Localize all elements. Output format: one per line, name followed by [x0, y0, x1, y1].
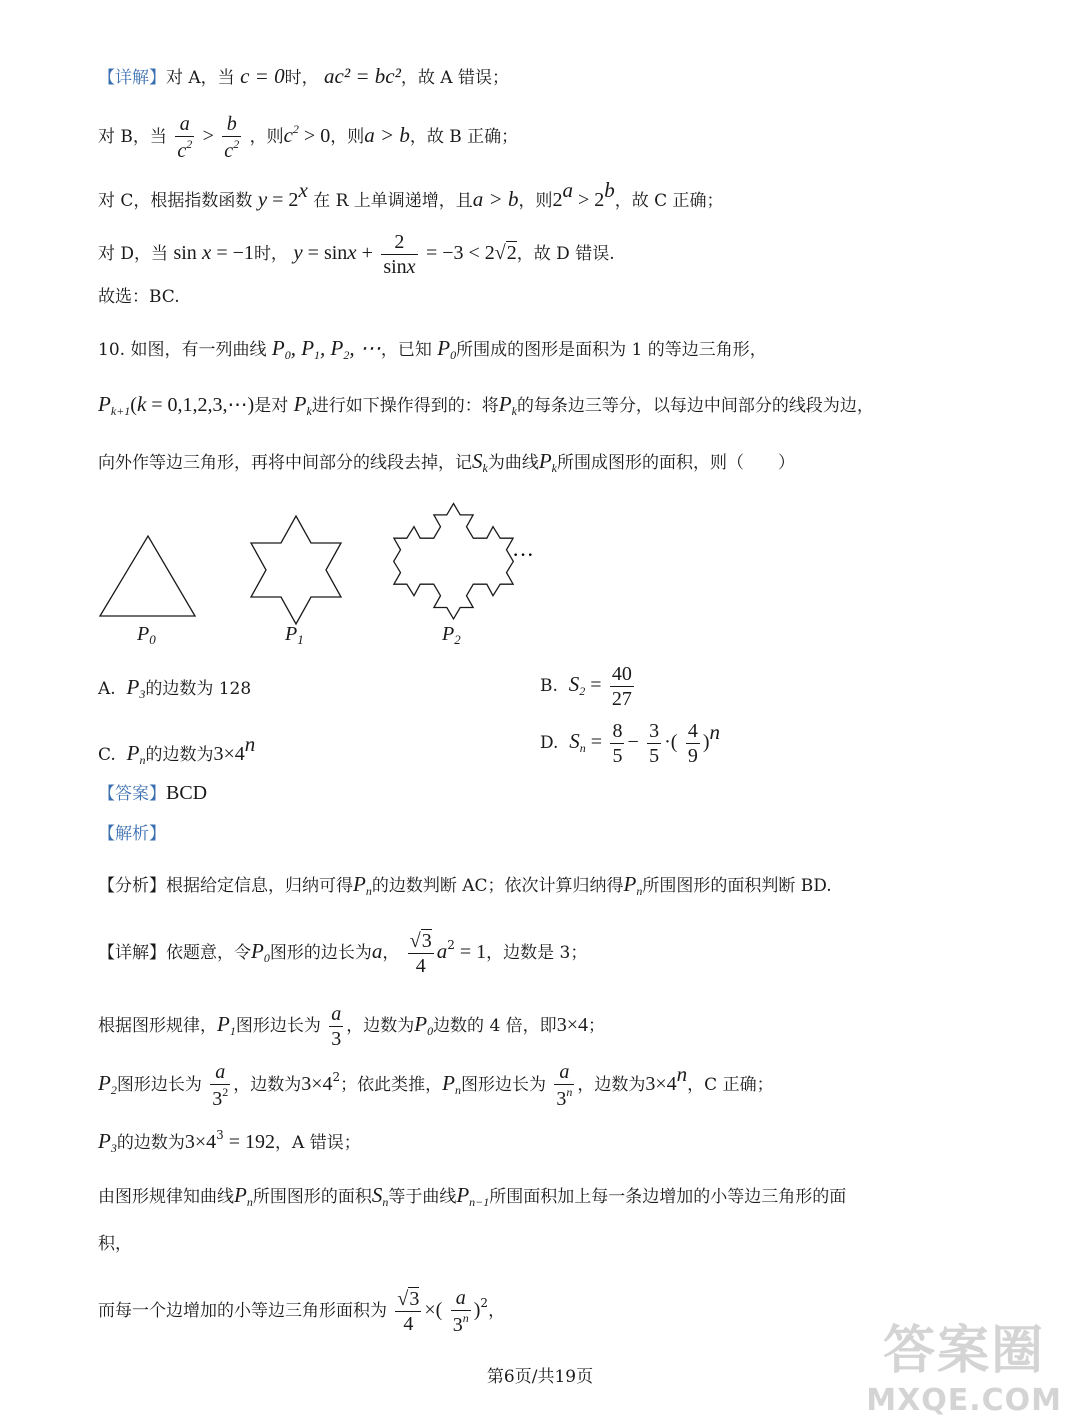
page-footer: 第6页/共19页 [486, 1367, 594, 1387]
detail-d-line: 对 D，当 sin x = −1时， y = sinx + $\frac{2}{\sin x}$ = −3 < 2√2，故 D 错误. [98, 231, 615, 278]
koch-curve-figure [90, 500, 550, 660]
option-d: D. $S_n$ = $\frac{8}{5}$ − $\frac{3}{5}$ ·( $\frac{4}{9}$ )$^n$ [540, 720, 721, 767]
detail-line-5: 由图形规律知曲线$P_n$所围图形的面积$S_n$等于曲线$P_{n-1}$所围面积加上每一条边增加的小等边三角形的面 [98, 1183, 847, 1209]
fraction: $\frac{b}{c^2}$ [224, 113, 240, 162]
question-10-line-3: 向外作等边三角形，再将中间部分的线段去掉，记$S_k$为曲线$P_k$所围成图形的面积，则（ ） [98, 449, 795, 475]
detail-tag: 【详解】 [98, 68, 166, 88]
answer-value: BCD [166, 782, 208, 804]
detail-line-1: 【详解】依题意，令$P_0$图形的边长为a， $\frac{√3}{4}$ $a^2 = 1$，边数是 3； [98, 930, 588, 977]
detail-c-line: 对 C，根据指数函数 $y = 2^x$ 在 R 上单调递增，且a > b，则$2^a > 2^b$，故 C 正确； [98, 178, 724, 211]
triangle-p0 [100, 536, 195, 616]
question-10-line-2: $P_{k+1}(k$ = 0,1,2,3,⋯)是对 $P_k$进行如下操作得到的：将$P_k$的每条边三等分，以每边中间部分的线段为边， [98, 392, 874, 418]
option-a: A. $P_3$的边数为 128 [98, 675, 252, 701]
option-c: C. $P_n$的边数为$3\times 4^n$ [98, 732, 256, 767]
question-10-line-1: 10. 如图，有一列曲线 $P_0$, $P_1$, $P_2$, ⋯，已知 $P_0$所围成的图形是面积为 1 的等边三角形， [98, 336, 767, 362]
fraction: $\frac{a}{c^2}$ [177, 113, 193, 162]
fraction: $\frac{2}{\sin x}$ [383, 231, 416, 278]
option-b: B. $S_2$ = $\frac{40}{27}$ [540, 663, 632, 710]
star-p1 [251, 516, 341, 624]
snowflake-p2 [394, 504, 514, 619]
label-p0: $P_0$ [137, 623, 156, 647]
detail-line-7: 而每一个边增加的小等边三角形面积为 $\frac{√3}{4}$ ×( $\frac{a}{3^n}$ )$^2$， [98, 1287, 506, 1336]
detail-line-2: 根据图形规律，$P_1$图形边长为 $\frac{a}{3}$ ，边数为$P_0$边数的 4 倍，即3×4； [98, 1003, 605, 1050]
detail-a-line: 【详解】对 A，当 c = 0时， ac² = bc²，故 A 错误； [98, 64, 509, 88]
analysis-line: 【分析】根据给定信息，归纳可得$P_n$的边数判断 AC；依次计算归纳得$P_n$所围图形的面积判断 BD. [98, 872, 832, 898]
label-p1: $P_1$ [285, 623, 304, 647]
watermark-logo: 答案圈 MXQE.COM [866, 1321, 1062, 1418]
ellipsis: ··· [512, 542, 534, 567]
analysis-tag: 【解析】 [98, 824, 166, 844]
detail-line-3: $P_2$图形边长为 $\frac{a}{3^2}$ ，边数为$3\times 4^2$；依此类推，$P_n$图形边长为 $\frac{a}{3^n}$ ，边数为$3\times 4^n$，C 正确； [98, 1061, 774, 1110]
detail-b-line: 对 B，当 $\frac{a}{c^2}$ > $\frac{b}{c^2}$ ，则$c^2 > 0$，则a > b，故 B 正确； [98, 113, 519, 162]
detail-line-6: 积， [98, 1234, 132, 1254]
choice-summary: 故选：BC. [98, 287, 180, 307]
label-p2: $P_2$ [442, 623, 461, 647]
answer-line: 【答案】BCD [98, 782, 208, 804]
detail-line-4: $P_3$的边数为$3\times 4^3 = 192$，A 错误； [98, 1128, 361, 1155]
